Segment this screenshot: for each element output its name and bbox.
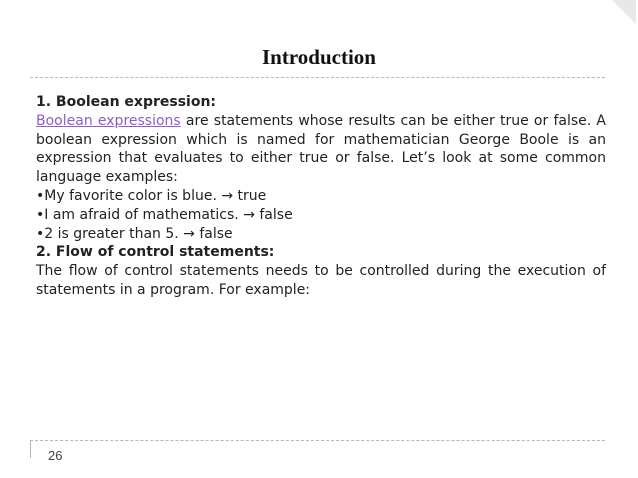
bullet-item: •I am afraid of mathematics. → false: [36, 206, 293, 223]
slide-body: [36, 93, 606, 300]
bullet-item: •My favorite color is blue. → true: [36, 187, 267, 204]
boolean-paragraph-text: are statements whose results can be either true or false. A boolean expression which is named for mathematician George Boole is an expression that evaluates to either true or false. Let’s look at some common language examples:: [36, 112, 606, 186]
boolean-paragraph: [36, 112, 606, 187]
bullet-item: •2 is greater than 5. → false: [36, 225, 233, 242]
page-number: 26: [48, 448, 63, 463]
flow-control-paragraph: The flow of control statements needs to be controlled during the execution of statements in a program. For example:: [36, 263, 606, 298]
footer-divider: [30, 440, 605, 441]
section-heading-flow-control: 2. Flow of control statements:: [36, 244, 275, 261]
footer-tick: [30, 440, 31, 458]
section-heading-boolean: 1. Boolean expression:: [36, 94, 217, 110]
title-divider: [30, 77, 605, 78]
boolean-expressions-link[interactable]: Boolean expressions: [36, 112, 181, 129]
slide-title: Introduction: [262, 45, 376, 69]
corner-fold-decoration: [612, 0, 636, 24]
